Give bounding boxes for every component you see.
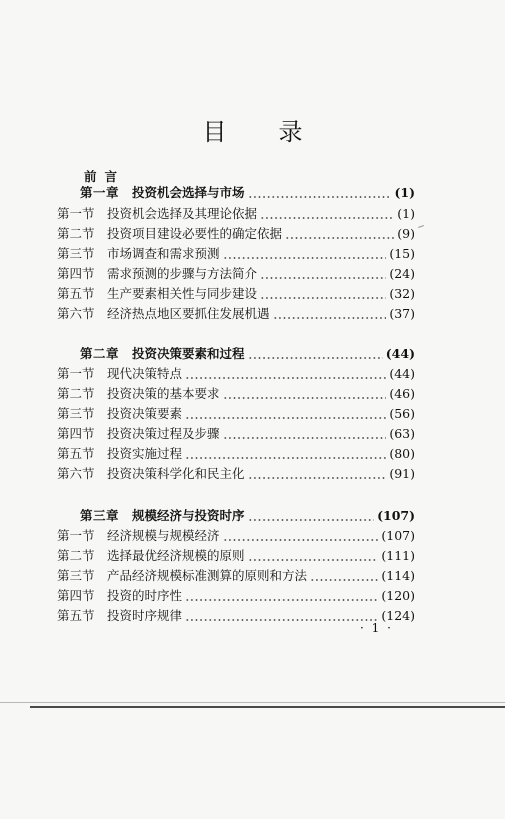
dot-leader: [223, 397, 387, 399]
section-page: (91): [389, 466, 415, 481]
section-title: 投资决策要素: [107, 406, 183, 421]
section-title: 市场调查和需求预测: [107, 246, 220, 261]
dot-leader: [185, 619, 378, 621]
page-title: [0, 112, 505, 147]
toc-section: [57, 424, 415, 444]
scan-edge-line: [30, 706, 505, 708]
section-number: 第一节: [57, 206, 95, 221]
section-title: 投资决策过程及步骤: [107, 426, 220, 441]
section-title: 产品经济规模标准测算的原则和方法: [107, 568, 308, 583]
section-number: 第五节: [57, 286, 95, 301]
section-page: (80): [389, 446, 415, 461]
chapter-page: (107): [377, 508, 415, 523]
chapter-title: 规模经济与投资时序: [132, 508, 245, 523]
section-number: 第一节: [57, 528, 95, 543]
section-title: 投资的时序性: [107, 588, 183, 603]
dot-leader: [185, 417, 386, 419]
section-title: 经济热点地区要抓住发展机遇: [107, 306, 270, 321]
title-char-1: 目: [202, 118, 227, 146]
section-title: 生产要素相关性与同步建设: [107, 286, 258, 301]
toc-section: [57, 526, 415, 546]
section-page: (56): [389, 406, 415, 421]
toc-chapter-1: [80, 183, 415, 203]
dot-leader: [260, 297, 386, 299]
section-page: (46): [389, 386, 415, 401]
dot-leader: [273, 317, 387, 319]
toc-section: [57, 224, 415, 244]
section-number: 第二节: [57, 226, 95, 241]
section-page: (32): [389, 286, 415, 301]
section-number: 第五节: [57, 608, 95, 623]
chapter-page: (44): [385, 346, 415, 361]
section-page: (15): [389, 246, 415, 261]
toc-section: [57, 304, 415, 324]
toc-section: [57, 444, 415, 464]
toc-section: [57, 384, 415, 404]
section-number: 第四节: [57, 588, 95, 603]
dot-leader: [248, 477, 387, 479]
toc-section: [57, 284, 415, 304]
section-title: 投资决策科学化和民主化: [107, 466, 245, 481]
section-title: 投资机会选择及其理论依据: [107, 206, 258, 221]
section-page: (63): [389, 426, 415, 441]
scan-artifact: [418, 225, 424, 228]
section-title: 现代决策特点: [107, 366, 183, 381]
dot-leader: [248, 559, 379, 561]
section-page: (24): [389, 266, 415, 281]
section-title: 投资项目建设必要性的确定依据: [107, 226, 283, 241]
dot-leader: [285, 237, 394, 239]
scan-edge-line: [0, 702, 505, 703]
section-number: 第一节: [57, 366, 95, 381]
toc-preface: 前言: [84, 169, 126, 184]
toc-section: [57, 244, 415, 264]
dot-leader: [223, 437, 387, 439]
chapter-number: 第二章: [80, 346, 120, 361]
section-page: (37): [389, 306, 415, 321]
dot-leader: [185, 599, 378, 601]
dot-leader: [185, 377, 386, 379]
section-number: 第三节: [57, 406, 95, 421]
dot-leader: [223, 539, 379, 541]
section-page: (1): [397, 206, 415, 221]
section-number: 第三节: [57, 568, 95, 583]
section-page: (107): [381, 528, 415, 543]
section-number: 第四节: [57, 266, 95, 281]
section-page: (44): [389, 366, 415, 381]
section-title: 投资时序规律: [107, 608, 183, 623]
toc-chapter-2: [80, 344, 415, 364]
dot-leader: [260, 217, 394, 219]
section-title: 投资决策的基本要求: [107, 386, 220, 401]
section-page: (9): [397, 226, 415, 241]
section-number: 第三节: [57, 246, 95, 261]
dot-leader: [310, 579, 378, 581]
section-title: 需求预测的步骤与方法简介: [107, 266, 258, 281]
section-page: (111): [381, 548, 415, 563]
section-number: 第二节: [57, 548, 95, 563]
section-title: 选择最优经济规模的原则: [107, 548, 245, 563]
chapter-title: 投资决策要素和过程: [132, 346, 245, 361]
toc-section: [57, 364, 415, 384]
section-number: 第二节: [57, 386, 95, 401]
toc-section: [57, 566, 415, 586]
toc-section: [57, 586, 415, 606]
section-number: 第六节: [57, 306, 95, 321]
section-number: 第五节: [57, 446, 95, 461]
toc-section: [57, 464, 415, 484]
chapter-title: 投资机会选择与市场: [132, 185, 245, 200]
title-char-2: 录: [278, 118, 303, 146]
dot-leader: [223, 257, 387, 259]
dot-leader: [248, 357, 383, 359]
toc-section: [57, 404, 415, 424]
section-title: 投资实施过程: [107, 446, 183, 461]
dot-leader: [248, 519, 375, 521]
page-number: · 1 ·: [360, 621, 393, 635]
chapter-number: 第三章: [80, 508, 120, 523]
dot-leader: [185, 457, 386, 459]
section-title: 经济规模与规模经济: [107, 528, 220, 543]
section-page: (114): [381, 568, 415, 583]
section-number: 第四节: [57, 426, 95, 441]
dot-leader: [260, 277, 386, 279]
section-page: (120): [381, 588, 415, 603]
section-page: (124): [381, 608, 415, 623]
toc-chapter-3: [80, 506, 415, 526]
chapter-page: (1): [394, 185, 415, 200]
toc-section: [57, 204, 415, 224]
toc-section: [57, 546, 415, 566]
chapter-number: 第一章: [80, 185, 120, 200]
section-number: 第六节: [57, 466, 95, 481]
toc-section: [57, 264, 415, 284]
dot-leader: [248, 196, 392, 198]
